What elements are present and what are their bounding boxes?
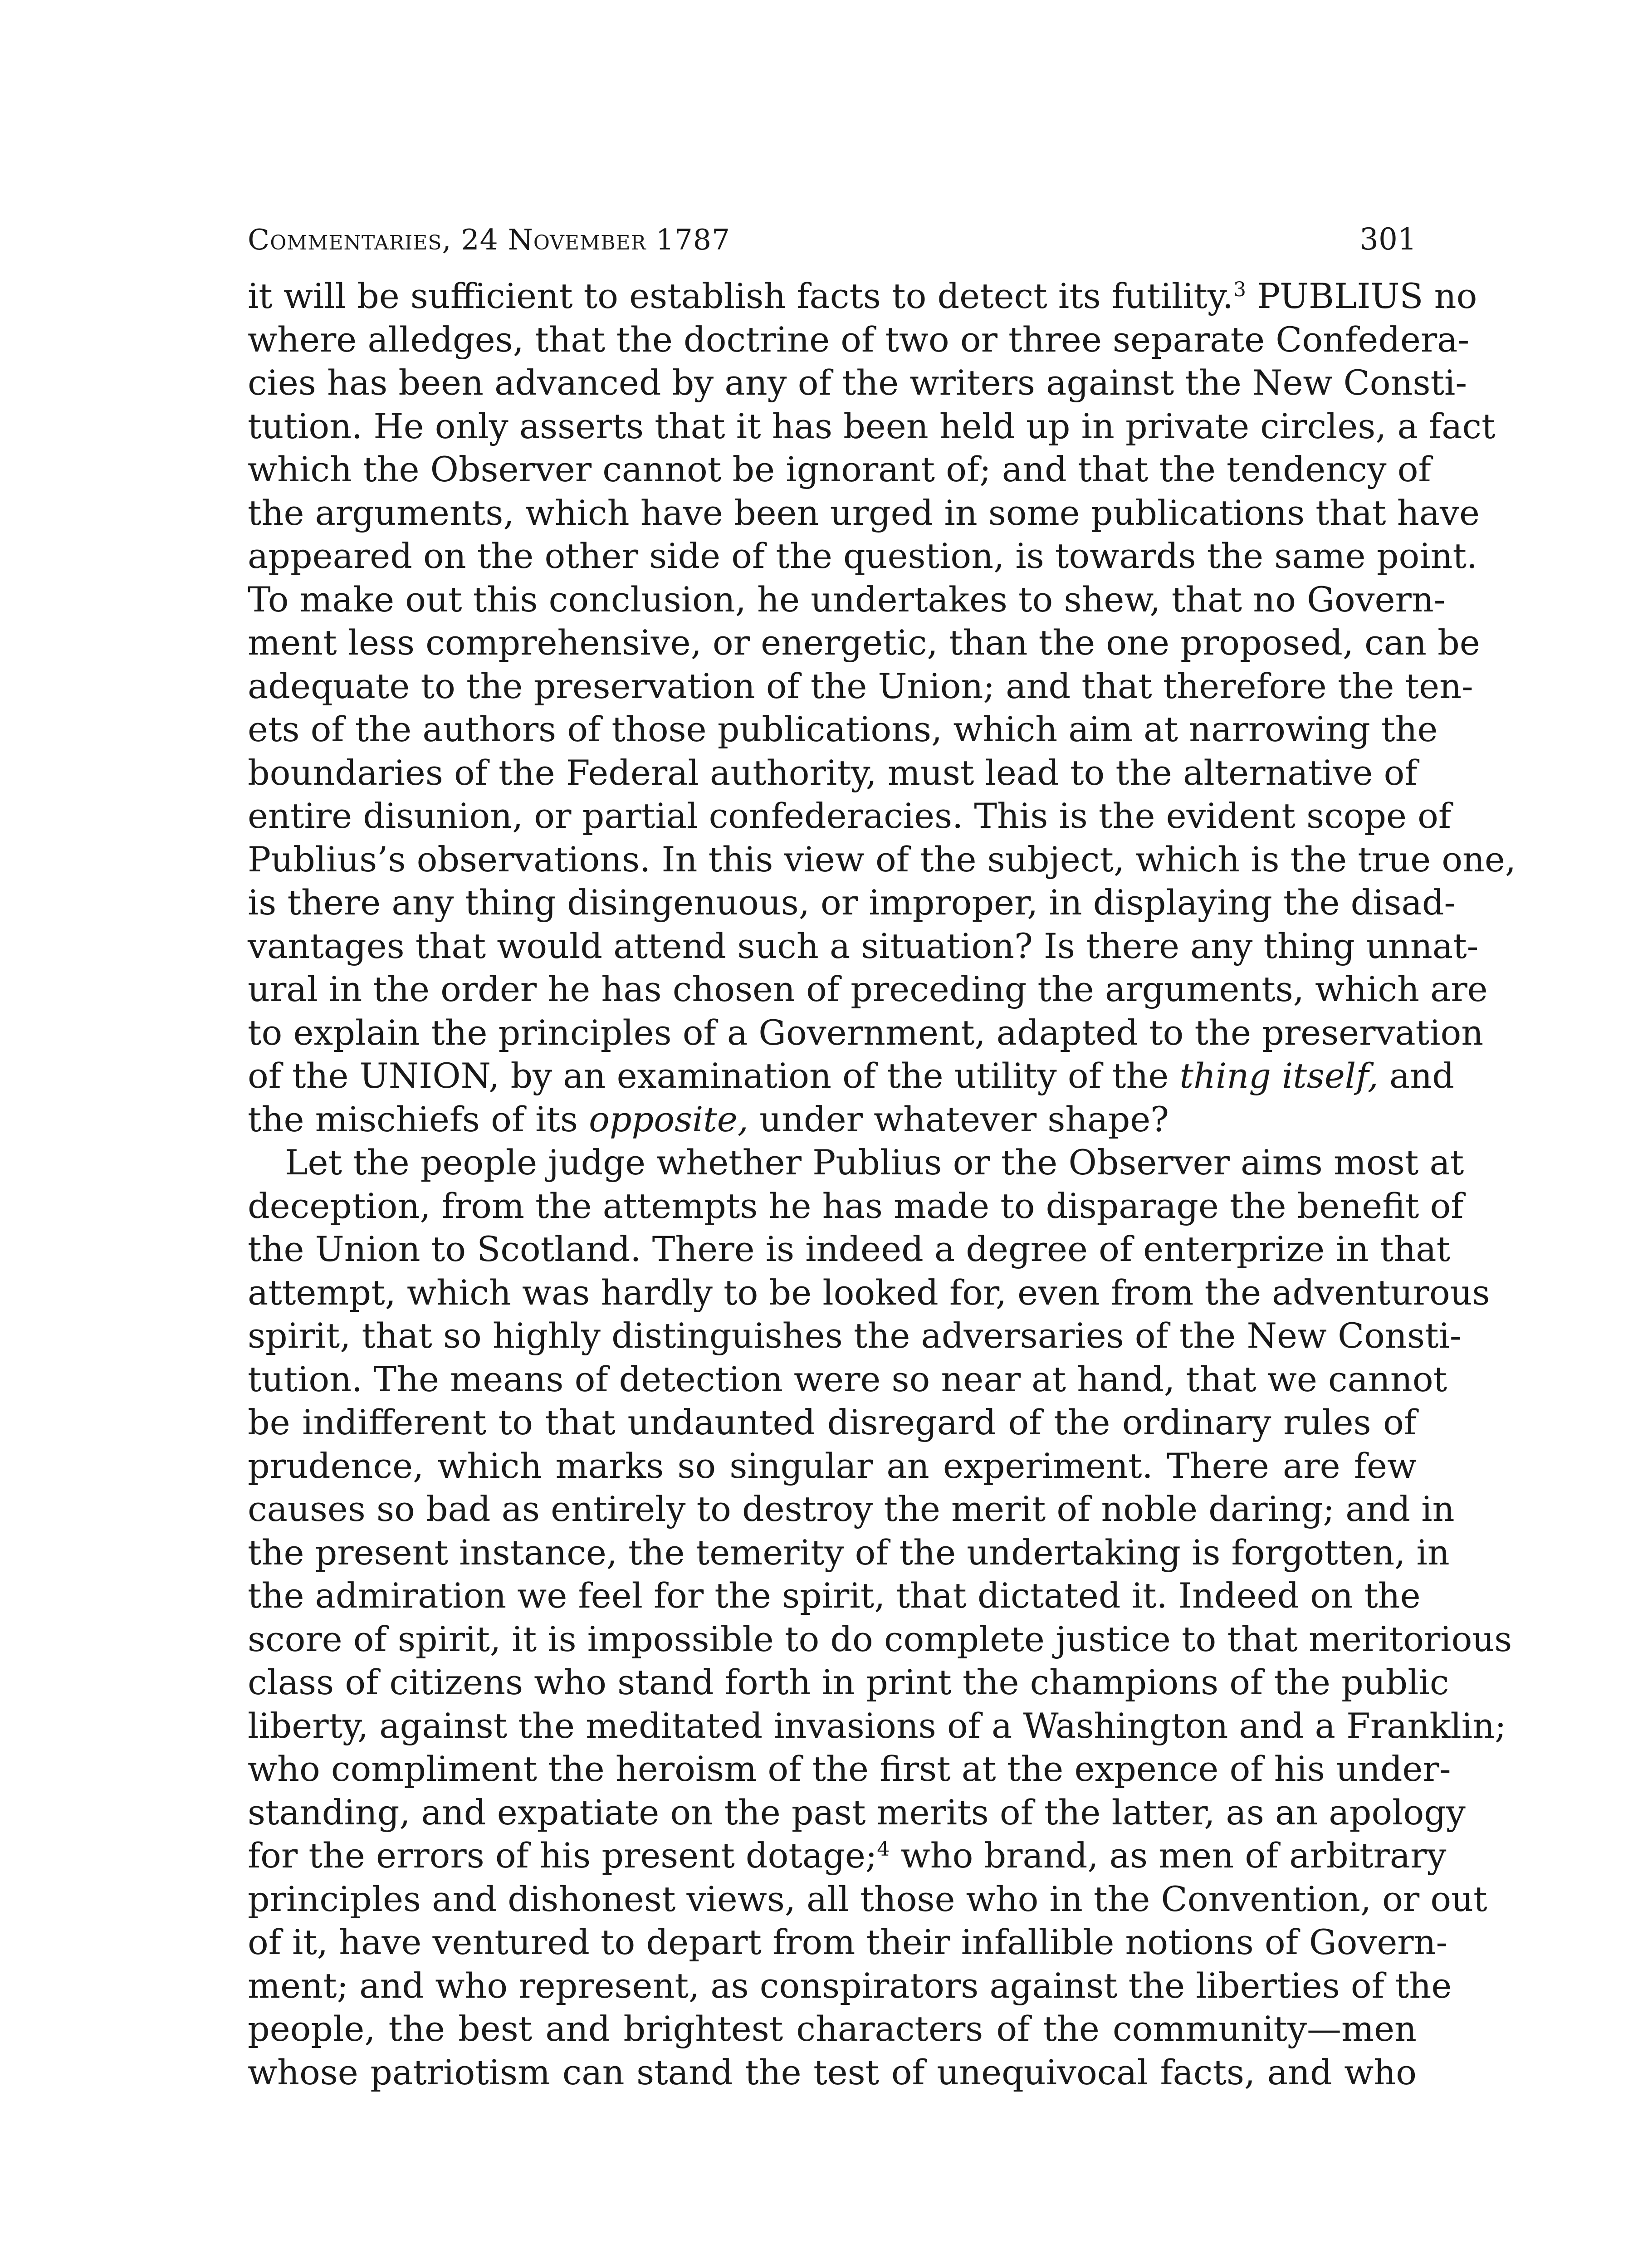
text-line: boundaries of the Federal authority, must lead to the alternative of [248, 752, 1418, 793]
italic-thing-itself: thing itself, [1179, 1056, 1379, 1096]
page-number: 301 [1359, 222, 1417, 257]
text-line: the present instance, the temerity of the undertaking is forgotten, in [248, 1532, 1450, 1573]
text-line: to explain the principles of a Government, adapted to the preservation [248, 1012, 1484, 1053]
text-line: Publius’s observations. In this view of the subject, which is the true one, [248, 839, 1516, 880]
text-line: class of citizens who stand forth in print the champions of the public [248, 1662, 1449, 1702]
text-line: the mischiefs of its opposite, under whatever shape? [248, 1099, 1169, 1139]
text-line: principles and dishonest views, all those who in the Convention, or out [248, 1878, 1487, 1919]
text-line: Let the people judge whether Publius or the Observer aims most at [285, 1142, 1464, 1183]
paragraph-2 [248, 1141, 1512, 2094]
text-line: To make out this conclusion, he undertakes to shew, that no Govern- [248, 579, 1446, 620]
text-line: for the errors of his present dotage;$^4$ who brand, as men of arbitrary [248, 1835, 1447, 1876]
text-line: causes so bad as entirely to destroy the merit of noble daring; and in [248, 1489, 1455, 1529]
text-line: adequate to the preservation of the Union; and that therefore the ten- [248, 665, 1473, 706]
text-line: score of spirit, it is impossible to do complete justice to that meritorious [248, 1618, 1512, 1659]
text-line: is there any thing disingenuous, or improper, in displaying the disad- [248, 882, 1456, 923]
text-line: cies has been advanced by any of the writers against the New Consti- [248, 362, 1467, 403]
text-line: people, the best and brightest characters of the community—men [248, 2009, 1417, 2049]
text-line: liberty, against the meditated invasions of a Washington and a Franklin; [248, 1705, 1506, 1746]
paragraph-1 [248, 274, 1516, 1141]
text-line: ets of the authors of those publications, which aim at narrowing the [248, 709, 1438, 749]
text-line: deception, from the attempts he has made to disparage the benefit of [248, 1185, 1464, 1226]
text-line: the admiration we feel for the spirit, that dictated it. Indeed on the [248, 1575, 1421, 1616]
text-line: spirit, that so highly distinguishes the adversaries of the New Consti- [248, 1315, 1462, 1356]
text-line: where alledges, that the doctrine of two or three separate Confedera- [248, 319, 1470, 360]
text-line: the arguments, which have been urged in some publications that have [248, 492, 1480, 533]
text-line: standing, and expatiate on the past merits of the latter, as an apology [248, 1792, 1466, 1833]
text-line: who compliment the heroism of the first at the expence of his under- [248, 1749, 1451, 1789]
text-line: vantages that would attend such a situation? Is there any thing unnat- [248, 925, 1479, 966]
footnote-ref: 3 [1233, 278, 1246, 301]
text-line: of the UNION, by an examination of the utility of the thing itself, and [248, 1056, 1454, 1096]
running-head [248, 221, 1417, 258]
text-line: entire disunion, or partial confederacies. This is the evident scope of [248, 796, 1452, 836]
text-line: ural in the order he has chosen of preceding the arguments, which are [248, 969, 1488, 1009]
text-line: it will be sufficient to establish facts to detect its futility.$^3$ PUBLIUS no [248, 276, 1477, 316]
text-line: ment less comprehensive, or energetic, than the one proposed, can be [248, 622, 1480, 663]
text-line: whose patriotism can stand the test of unequivocal facts, and who [248, 2052, 1417, 2092]
text-line: tution. He only asserts that it has been held up in private circles, a fact [248, 406, 1496, 446]
text-line: appeared on the other side of the question, is towards the same point. [248, 536, 1478, 576]
footnote-ref: 4 [877, 1838, 890, 1861]
running-title: Commentaries, 24 November 1787 [248, 223, 731, 256]
text-line: prudence, which marks so singular an experiment. There are few [248, 1445, 1417, 1486]
text-line: of it, have ventured to depart from their infallible notions of Govern- [248, 1922, 1448, 1962]
text-line: the Union to Scotland. There is indeed a degree of enterprize in that [248, 1229, 1451, 1269]
text-line: which the Observer cannot be ignorant of; and that the tendency of [248, 449, 1431, 489]
text-line: be indifferent to that undaunted disregard of the ordinary rules of [248, 1402, 1417, 1442]
italic-opposite: opposite, [589, 1099, 748, 1139]
text-line: tution. The means of detection were so near at hand, that we cannot [248, 1359, 1447, 1399]
text-line: attempt, which was hardly to be looked for, even from the adventurous [248, 1272, 1490, 1313]
text-line: ment; and who represent, as conspirators against the liberties of the [248, 1965, 1452, 2006]
book-page [248, 221, 1516, 2094]
